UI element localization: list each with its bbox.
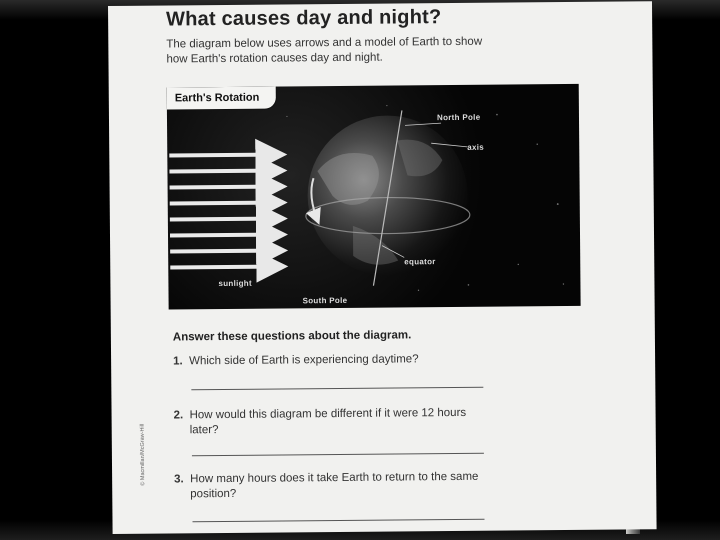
question-2 xyxy=(174,406,504,439)
question-text: How many hours does it take Earth to return to the same position? xyxy=(190,470,479,501)
questions-header: Answer these questions about the diagram. xyxy=(172,329,412,344)
question-3 xyxy=(174,470,504,503)
answer-line-2[interactable] xyxy=(192,453,484,457)
earth-rotation-diagram xyxy=(167,84,581,310)
question-number: 1. xyxy=(173,355,183,368)
sunlight-arrows xyxy=(169,155,280,268)
earth-model xyxy=(305,110,471,286)
question-number: 3. xyxy=(174,473,184,486)
equator-label: equator xyxy=(404,257,436,267)
axis-label: axis xyxy=(467,142,485,152)
worksheet-page xyxy=(108,1,657,534)
diagram-title: Earth's Rotation xyxy=(167,87,277,111)
worksheet-intro: The diagram below uses arrows and a model of Earth to show how Earth's rotation causes day and night. xyxy=(166,35,483,66)
copyright-notice: © Macmillan/McGraw-Hill xyxy=(139,423,147,486)
answer-line-1[interactable] xyxy=(191,387,483,391)
question-number: 2. xyxy=(173,409,184,422)
diagram-art xyxy=(167,84,581,310)
question-1 xyxy=(173,352,503,370)
worksheet-title: What causes day and night? xyxy=(166,6,442,31)
question-text: Which side of Earth is experiencing daytime? xyxy=(189,353,419,368)
answer-line-3[interactable] xyxy=(192,519,484,523)
north-pole-label: North Pole xyxy=(436,112,481,123)
sunlight-label: sunlight xyxy=(218,278,252,289)
south-pole-label: South Pole xyxy=(302,295,348,306)
question-text: How would this diagram be different if it were 12 hours later? xyxy=(189,406,467,437)
